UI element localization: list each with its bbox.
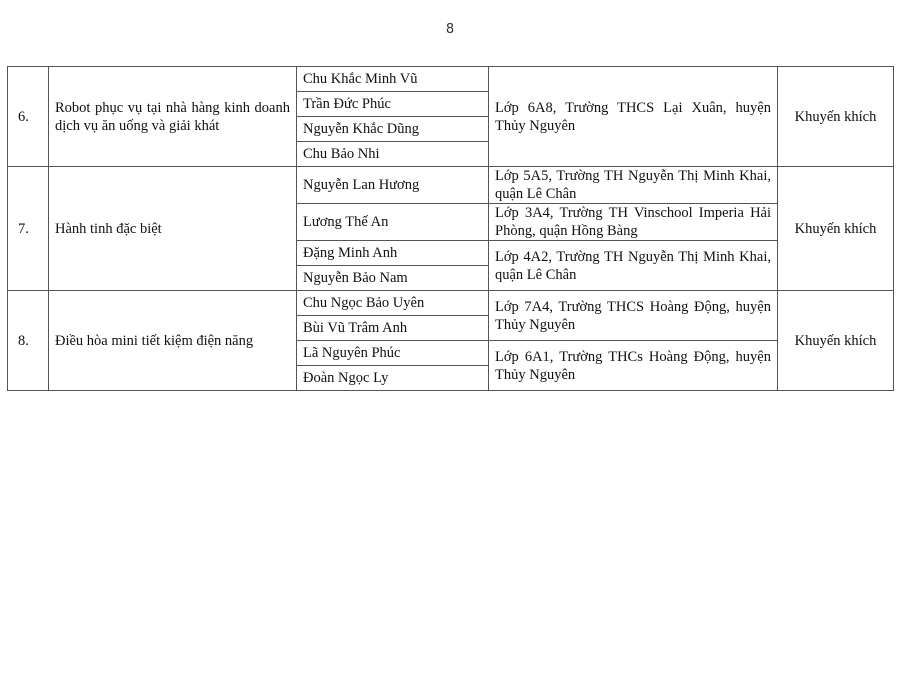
award: Khuyến khích xyxy=(778,67,894,167)
member-name: Nguyễn Khắc Dũng xyxy=(297,117,489,142)
school: Lớp 6A8, Trường THCS Lại Xuân, huyện Thủy Nguyên xyxy=(489,67,778,167)
member-name: Nguyễn Bảo Nam xyxy=(297,266,489,291)
project-title: Điều hòa mini tiết kiệm điện năng xyxy=(49,291,297,391)
member-name: Lương Thế An xyxy=(297,204,489,241)
member-name: Lã Nguyên Phúc xyxy=(297,341,489,366)
table-row xyxy=(8,67,894,92)
school: Lớp 3A4, Trường TH Vinschool Imperia Hải Phòng, quận Hồng Bàng xyxy=(489,204,778,241)
member-name: Chu Ngọc Bảo Uyên xyxy=(297,291,489,316)
entry-number: 7. xyxy=(8,167,49,291)
table-row xyxy=(8,167,894,204)
school: Lớp 4A2, Trường TH Nguyễn Thị Minh Khai, quận Lê Chân xyxy=(489,241,778,291)
member-name: Chu Khắc Minh Vũ xyxy=(297,67,489,92)
member-name: Trần Đức Phúc xyxy=(297,92,489,117)
school: Lớp 5A5, Trường TH Nguyễn Thị Minh Khai, quận Lê Chân xyxy=(489,167,778,204)
member-name: Nguyễn Lan Hương xyxy=(297,167,489,204)
results-table xyxy=(7,66,894,391)
member-name: Chu Bảo Nhi xyxy=(297,142,489,167)
table-row xyxy=(8,291,894,316)
project-title: Robot phục vụ tại nhà hàng kinh doanh dịch vụ ăn uống và giải khát xyxy=(49,67,297,167)
school: Lớp 7A4, Trường THCS Hoàng Động, huyện Thủy Nguyên xyxy=(489,291,778,341)
page-number: 8 xyxy=(445,22,455,37)
member-name: Đặng Minh Anh xyxy=(297,241,489,266)
entry-number: 8. xyxy=(8,291,49,391)
member-name: Đoàn Ngọc Ly xyxy=(297,366,489,391)
award: Khuyến khích xyxy=(778,167,894,291)
member-name: Bùi Vũ Trâm Anh xyxy=(297,316,489,341)
school: Lớp 6A1, Trường THCs Hoàng Động, huyện Thủy Nguyên xyxy=(489,341,778,391)
entry-number: 6. xyxy=(8,67,49,167)
award: Khuyến khích xyxy=(778,291,894,391)
project-title: Hành tinh đặc biệt xyxy=(49,167,297,291)
